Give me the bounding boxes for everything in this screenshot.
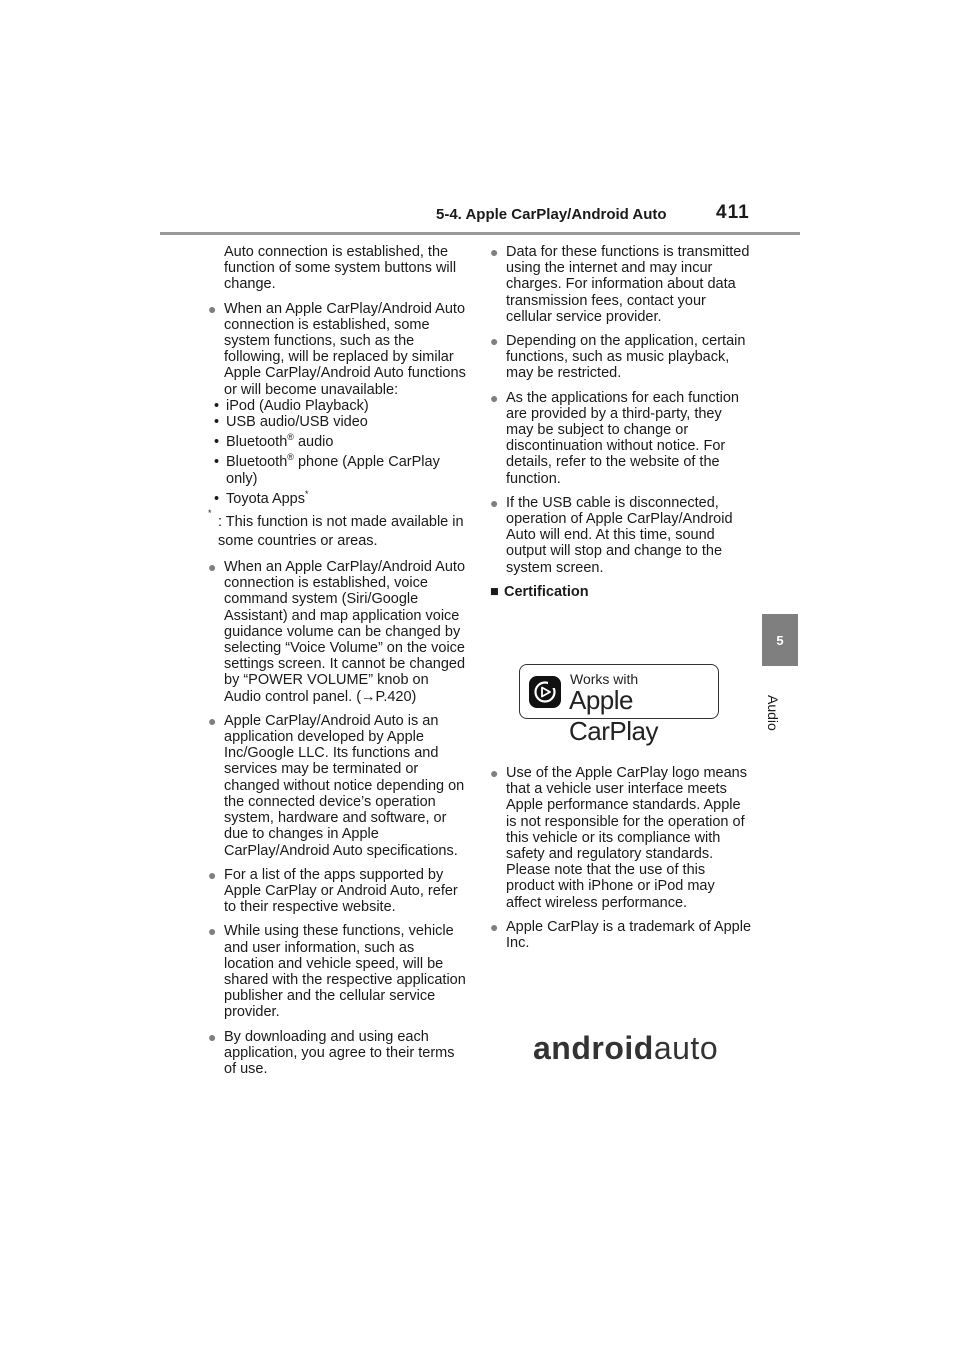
bullet-icon: ● [208, 300, 217, 317]
list-item-text: Use of the Apple CarPlay logo means that a vehicle user interface meets Apple performance standards. Apple is not responsible for the operation of this vehicle or its compliance with safety and regulatory standards. Please note that the use of this product with iPhone or iPod may affect wireless performance. [506, 765, 747, 911]
bullet-icon: ● [208, 712, 217, 729]
sub-item-text: Bluetooth [226, 454, 288, 471]
bullet-icon: ● [490, 389, 499, 406]
chapter-tab [762, 614, 798, 666]
section-title: 5-4. Apple CarPlay/Android Auto [436, 206, 667, 223]
list-item [208, 923, 468, 1020]
dot-icon: • [214, 434, 220, 451]
bullet-icon: ● [490, 494, 499, 511]
continued-text: Auto connection is established, the function of some system buttons will change. [224, 244, 457, 293]
bullet-icon: ● [208, 559, 217, 576]
list-item [490, 495, 752, 576]
sub-item [214, 488, 468, 507]
dot-icon: • [214, 414, 220, 431]
sub-item [214, 454, 468, 486]
list-item [490, 244, 752, 325]
sub-item-text: audio [293, 434, 334, 451]
header-rule [160, 232, 800, 235]
chapter-number: 5 [776, 632, 784, 648]
carplay-play-icon [529, 676, 561, 708]
bullet-icon: ● [208, 866, 217, 883]
carplay-logo-big-text: Apple CarPlay [569, 685, 658, 746]
chapter-label: Audio [765, 695, 781, 731]
list-item-text: As the applications for each function are provided by a third-party, they may be subject to change or discontinuation without notice. For details, refer to the website of the function. [506, 389, 739, 487]
sub-item-text: phone (Apple CarPlay only) [226, 454, 440, 487]
android-auto-logo [533, 1030, 718, 1067]
list-item-text: If the USB cable is disconnected, operation of Apple CarPlay/Android Auto will end. At this time, sound output will stop and change to the system screen. [506, 494, 733, 576]
list-item [208, 1029, 468, 1078]
section-heading [490, 584, 752, 600]
sub-item-text: Bluetooth [226, 434, 288, 451]
sub-item-text: iPod (Audio Playback) [226, 397, 369, 414]
sub-list [208, 398, 468, 507]
list-item [490, 333, 752, 382]
right-column [490, 244, 752, 600]
list-item [490, 390, 752, 487]
sub-item [214, 414, 468, 430]
list-item [208, 301, 468, 398]
page-number: 411 [716, 202, 750, 223]
square-icon: ■ [490, 583, 499, 600]
footnote-text: : This function is not made available in some countries or areas. [218, 514, 464, 550]
bullet-icon: ● [490, 244, 499, 260]
dot-icon: • [214, 454, 220, 471]
bullet-icon: ● [490, 333, 499, 350]
heading-text: Certification [504, 583, 589, 600]
dot-icon: • [214, 397, 220, 414]
bullet-icon: ● [490, 918, 499, 935]
list-item-text: Data for these functions is transmitted using the internet and may incur charges. For information about data transmission fees, contact your cellular service provider. [506, 244, 750, 325]
android-logo-light-text: auto [653, 1030, 719, 1066]
sub-item [214, 434, 468, 450]
sub-item-text: Toyota Apps [226, 490, 305, 507]
list-item-text: For a list of the apps supported by Apple CarPlay or Android Auto, refer to their respective website. [224, 866, 458, 916]
list-item [490, 765, 752, 911]
sub-item [214, 398, 468, 414]
sub-item-text: USB audio/USB video [226, 414, 368, 431]
list-item [208, 713, 468, 859]
list-item-text: Apple CarPlay is a trademark of Apple Inc. [506, 918, 752, 952]
footnote-ref: * [305, 488, 309, 499]
bullet-icon: ● [208, 923, 217, 940]
carplay-logo-small-text: Works with [570, 671, 639, 687]
list-item [490, 919, 752, 951]
right-column-lower [490, 765, 752, 959]
apple-carplay-logo [519, 664, 719, 746]
list-item-text: By downloading and using each application, you agree to their terms of use. [224, 1028, 455, 1077]
bullet-icon: ● [208, 1028, 217, 1045]
dot-icon: • [214, 490, 220, 507]
list-item [208, 559, 468, 705]
list-item-text: When an Apple CarPlay/Android Auto connection is established, voice command system (Siri/Google Assistant) and map application voice guidance volume can be changed by selecting “Voice Volume” on the voice settings screen. It cannot be changed by “POWER VOLUME” knob on Audio control panel. (→P.420) [224, 559, 466, 705]
registered-mark: ® [287, 452, 294, 463]
carplay-icon [529, 676, 561, 708]
footnote: * : This function is not made available in some countries or areas. [208, 508, 464, 550]
bullet-icon: ● [490, 765, 499, 781]
list-item-text: Apple CarPlay/Android Auto is an application developed by Apple Inc/Google LLC. Its functions and services may be terminated or changed without notice depending on the connected device’s operation system, hardware and software, or due to changes in Apple CarPlay/Android Auto specifications. [224, 712, 465, 859]
registered-mark: ® [287, 432, 294, 443]
list-item-text: When an Apple CarPlay/Android Auto connection is established, some system functions, such as the following, will be replaced by similar Apple CarPlay/Android Auto functions or will become unavailable: [224, 300, 466, 398]
android-logo-bold-text: android [533, 1030, 654, 1066]
list-item-text: Depending on the application, certain functions, such as music playback, may be restricted. [506, 333, 746, 382]
left-column [208, 244, 468, 1085]
list-item-text: While using these functions, vehicle and user information, such as location and vehicle speed, will be shared with the respective application publisher and the cellular service provider. [224, 923, 466, 1021]
list-item [208, 867, 468, 916]
